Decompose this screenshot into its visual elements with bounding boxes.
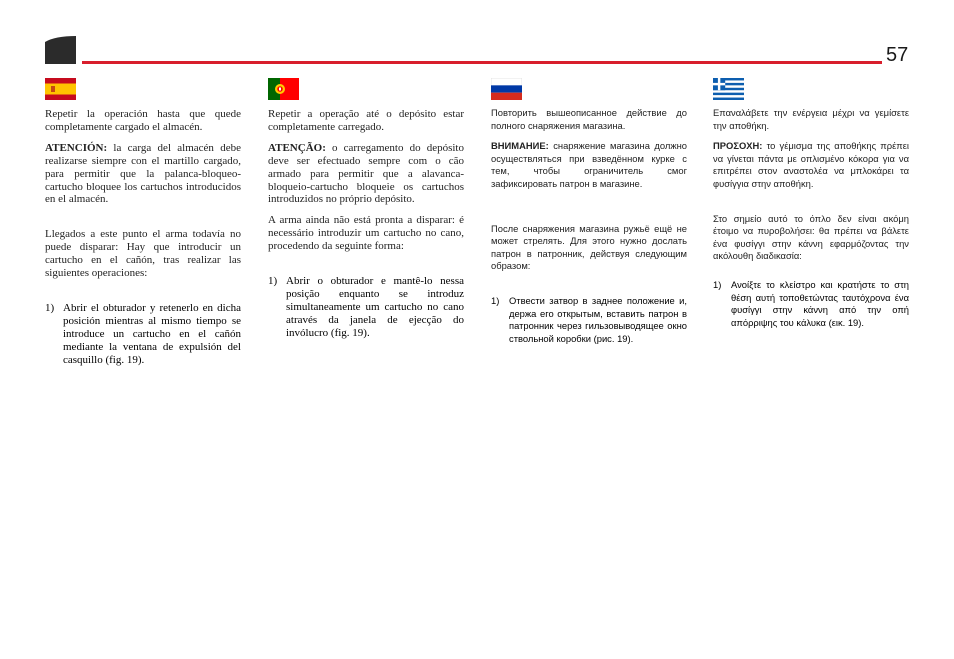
column-russian: [491, 78, 687, 345]
warning-body: το γέμισμα της αποθήκης πρέπει να γίνεται πάντα με οπλισμένο κόκορα για να επιτρέπει στον αναστολέα να μπλοκάρει τα φυσίγγια στην αποθήκη.: [713, 140, 909, 189]
item-text: Abrir el obturador y retenerlo en dicha posición mientras al mismo tiempo se introduce un cartucho en el cañón mediante la ventana de expulsión del casquillo (fig. 19).: [63, 301, 241, 366]
column-spanish: [45, 78, 241, 367]
warning-body: снаряжение магазина должно осуществляться при взведённом курке с тем, чтобы ограничитель смог зафиксировать патрон в магазине.: [491, 140, 687, 189]
list-item: [268, 275, 464, 340]
paragraph-warning: [713, 140, 909, 190]
paragraph-1: Повторить вышеописанное действие до полного снаряжения магазина.: [491, 107, 687, 131]
item-number: 1): [713, 278, 722, 290]
list-item: [45, 302, 241, 367]
warning-heading: ΠΡΟΣΟΧΗ:: [713, 140, 763, 152]
header-rule: [82, 61, 882, 64]
paragraph-warning: [491, 140, 687, 190]
page-number: 57: [886, 44, 909, 66]
warning-heading: ВНИМАНИЕ:: [491, 140, 549, 152]
warning-heading: ATENCIÓN:: [45, 141, 108, 154]
warning-body: la carga del almacén debe realizarse siempre con el martillo cargado, para permitir que la palanca-bloqueo-cartucho bloquee los cartuchos introducidos en el almacén.: [45, 141, 241, 206]
paragraph-3: A arma ainda não está pronta a disparar: é necessário introduzir um cartucho no cano, procedendo da seguinte forma:: [268, 214, 464, 253]
brand-logo-icon: [45, 36, 76, 64]
paragraph-3: Στο σημείο αυτό το όπλο δεν είναι ακόμη έτοιμο να πυροβολήσει: θα πρέπει να βάλετε ένα φυσίγγι στην κάννη εφαρμόζοντας την ακόλουθη διαδικασία:: [713, 212, 909, 262]
portugal-flag-icon: [268, 78, 299, 100]
list-item: [491, 295, 687, 345]
greece-flag-icon: [713, 78, 744, 100]
paragraph-1: Επαναλάβετε την ενέργεια μέχρι να γεμίσετε την αποθήκη.: [713, 107, 909, 131]
paragraph-warning: [45, 142, 241, 207]
paragraph-1: Repetir a operação até o depósito estar completamente carregado.: [268, 108, 464, 133]
warning-heading: ATENÇÃO:: [268, 141, 326, 154]
item-number: 1): [268, 275, 278, 288]
paragraph-3: После снаряжения магазина ружьё ещё не может стрелять. Для этого нужно дослать патрон в патронник, действуя следующим образом:: [491, 222, 687, 272]
item-number: 1): [45, 301, 55, 314]
russia-flag-icon: [491, 78, 522, 100]
column-greek: [713, 78, 909, 329]
paragraph-3: Llegados a este punto el arma todavía no puede disparar: Hay que introducir un cartucho en el cañón, tras realizar las siguientes operaciones:: [45, 228, 241, 280]
paragraph-warning: [268, 142, 464, 207]
item-text: Ανοίξτε το κλείστρο και κρατήστε το στη θέση αυτή τοποθετώντας ταυτόχρονα ένα φυσίγγι στην κάννη από την οπή απόρριψης του κάλυκα (εικ. 19).: [731, 278, 909, 328]
item-number: 1): [491, 294, 500, 306]
list-item: [713, 279, 909, 329]
paragraph-1: Repetir la operación hasta que quede completamente cargado el almacén.: [45, 108, 241, 133]
warning-body: o carregamento do depósito deve ser efectuado sempre com o cão armado para permitir que a alavanca-bloqueio-cartucho bloqueie os cartuchos introduzidos no próprio depósito.: [268, 141, 464, 206]
item-text: Отвести затвор в заднее положение и, держа его открытым, вставить патрон в патронник через гильзовыводящее окно ствольной коробки (рис. 19).: [509, 294, 687, 344]
item-text: Abrir o obturador e mantê-lo nessa posição enquanto se introduz simultaneamente um cartucho no cano através da janela de ejecção do invólucro (fig. 19).: [286, 275, 464, 339]
spain-flag-icon: [45, 78, 76, 100]
column-portuguese: [268, 78, 464, 340]
